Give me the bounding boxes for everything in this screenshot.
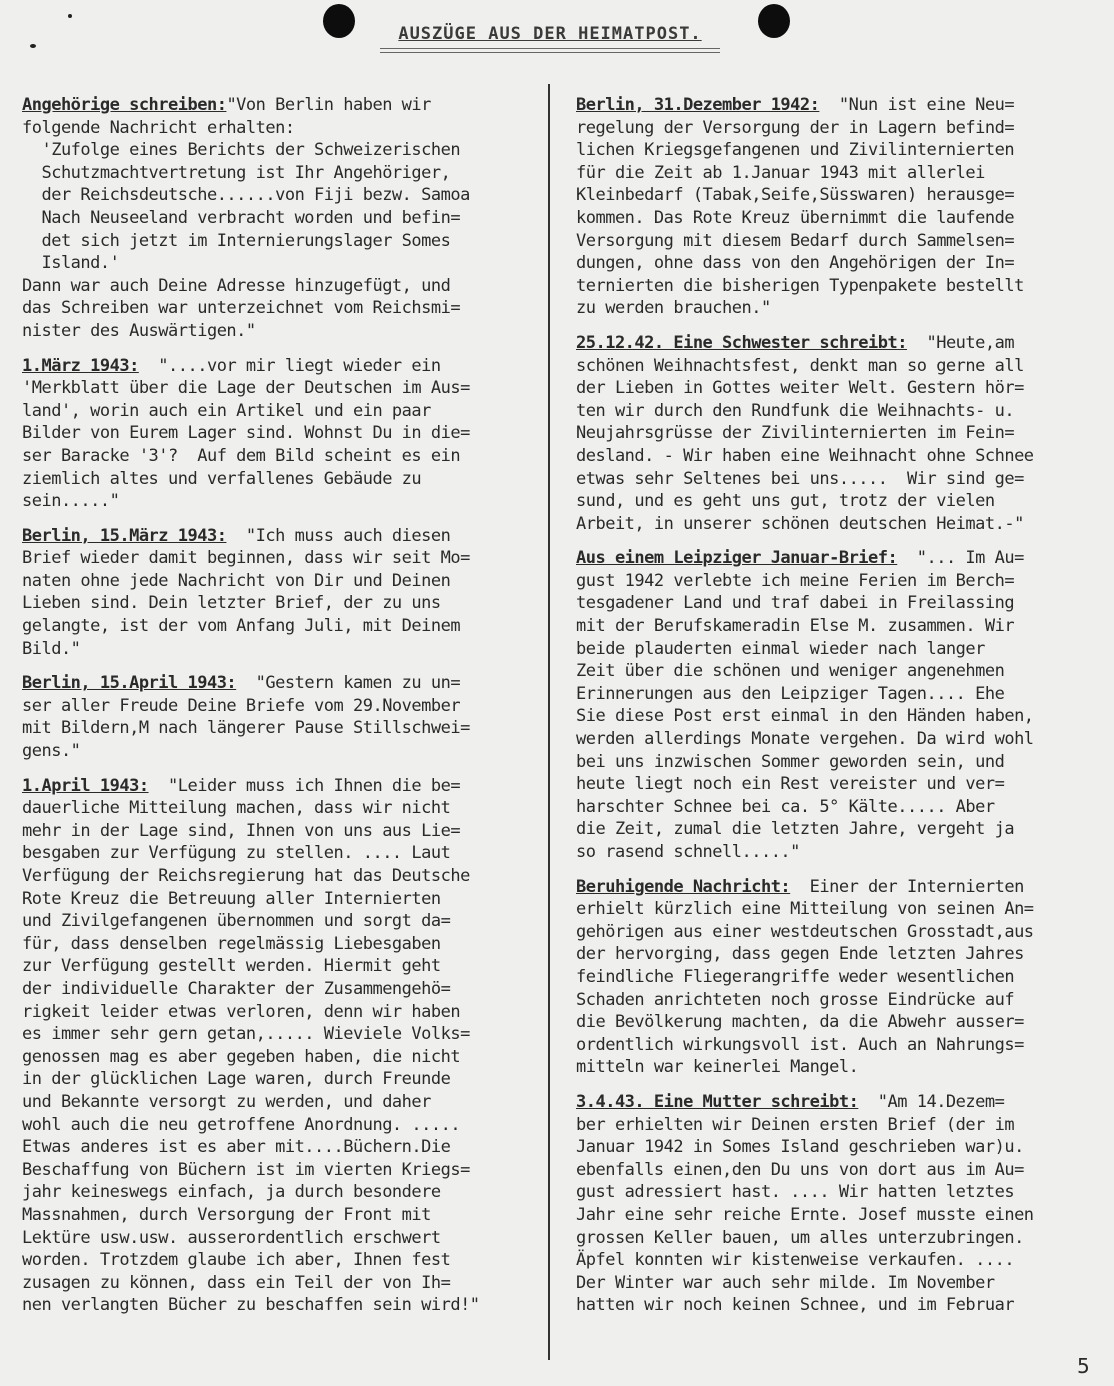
text-line: gens." (22, 741, 81, 762)
text-line: zu werden brauchen." (576, 298, 771, 319)
text-line: etwas sehr Seltenes bei uns..... Wir sind ge= (576, 468, 1024, 489)
text-line: für die Zeit ab 1.Januar 1943 mit allerlei (576, 162, 985, 183)
text-line: dauerliche Mitteilung machen, dass wir nicht (22, 798, 451, 819)
text-line: Äpfel konnten wir kistenweise verkaufen. .... (576, 1250, 1015, 1271)
text-line: Lieben sind. Dein letzter Brief, der zu uns (22, 593, 441, 614)
text-line: Beschaffung von Büchern ist im vierten Kriegs= (22, 1159, 470, 1180)
text-line: feindliche Fliegerangriffe weder wesentlichen (576, 966, 1015, 987)
letter-entry (576, 547, 1110, 863)
letter-entry (22, 775, 548, 1317)
text-line: ber erhielten wir Deinen ersten Brief (der im (576, 1114, 1015, 1135)
text-line: ternierten die bisherigen Typenpakete bestellt (576, 275, 1024, 296)
text-line: mehr in der Lage sind, Ihnen von uns aus Lie= (22, 820, 461, 841)
text-line: "Gestern kamen zu un= (236, 673, 461, 694)
text-line: Lektüre usw.usw. ausserordentlich erschwert (22, 1227, 441, 1248)
text-line: die Zeit, zumal die letzten Jahre, vergeht ja (576, 819, 1015, 840)
text-line: "Nun ist eine Neu= (819, 95, 1015, 115)
text-line: desland. - Wir haben eine Weihnacht ohne Schnee (576, 445, 1034, 466)
text-line: Einer der Internierten (790, 876, 1024, 897)
entry-heading: Beruhigende Nachricht: (576, 876, 791, 897)
text-line: für, dass denselben regelmässig Liebesgaben (22, 933, 441, 954)
text-line: nister des Auswärtigen." (22, 320, 256, 341)
text-line: "Heute,am (907, 332, 1015, 353)
text-line: der hervorging, dass gegen Ende letzten Jahres (576, 944, 1024, 965)
text-line: mit der Berufskameradin Else M. zusammen. Wir (576, 616, 1015, 637)
text-line: genossen mag es aber gegeben haben, die nicht (22, 1046, 461, 1067)
text-line: Bilder von Eurem Lager sind. Wohnst Du in die= (22, 423, 470, 444)
text-line: besgaben zur Verfügung zu stellen. .... Laut (22, 843, 451, 864)
text-line: jahr keineswegs einfach, ja durch besondere (22, 1182, 441, 1203)
text-line: ordentlich wirkungsvoll ist. Auch an Nahrungs= (576, 1034, 1024, 1055)
letter-entry (576, 1091, 1110, 1317)
text-line: werden allerdings Monate vergehen. Da wird wohl (576, 729, 1034, 750)
text-line: und Zivilgefangenen übernommen und sorgt da= (22, 911, 451, 932)
text-line: Sie diese Post erst einmal in den Händen haben, (576, 706, 1034, 727)
text-line: gust adressiert hast. .... Wir hatten letztes (576, 1182, 1015, 1203)
text-line: sund, und es geht uns gut, trotz der vielen (576, 491, 995, 512)
text-line: "Ich muss auch diesen (226, 525, 451, 546)
text-line: det sich jetzt im Internierungslager Somes (22, 230, 451, 251)
text-line: Verfügung der Reichsregierung hat das Deutsche (22, 866, 470, 886)
text-line: ten wir durch den Rundfunk die Weihnachts- u. (576, 400, 1015, 421)
text-line: ser aller Freude Deine Briefe vom 29.November (22, 695, 461, 716)
text-line: zur Verfügung gestellt werden. Hiermit geht (22, 956, 441, 977)
text-line: lichen Kriegsgefangenen und Zivilinternierten (576, 140, 1015, 161)
text-line: der individuelle Charakter der Zusammengehö= (22, 978, 451, 999)
text-line: gelangte, ist der vom Anfang Juli, mit Deinem (22, 616, 461, 637)
text-line: zusagen zu können, dass ein Teil der von Ih= (22, 1272, 451, 1293)
text-line: kommen. Das Rote Kreuz übernimmt die laufende (576, 207, 1015, 228)
ink-speck (68, 14, 72, 18)
entry-heading: Aus einem Leipziger Januar-Brief: (576, 548, 898, 569)
text-line: Massnahmen, durch Versorgung der Front mit (22, 1204, 431, 1225)
entry-heading: 1.April 1943: (22, 775, 149, 796)
page-number: 5 (1077, 1354, 1090, 1378)
text-line: 'Zufolge eines Berichts der Schweizerischen (22, 140, 461, 161)
text-line: die Bevölkerung machten, da die Abwehr ausser= (576, 1012, 1024, 1033)
entry-heading: Berlin, 31.Dezember 1942: (576, 95, 820, 115)
text-line: es immer sehr gern getan,..... Wieviele Volks= (22, 1024, 470, 1045)
text-line: beide plauderten einmal wieder nach langer (576, 638, 985, 659)
text-line: dungen, ohne dass von den Angehörigen der In= (576, 253, 1015, 274)
text-line: Etwas anderes ist es aber mit....Büchern.Die (22, 1137, 451, 1158)
text-line: "Am 14.Dezem= (858, 1091, 1005, 1112)
text-line: erhielt kürzlich eine Mitteilung von seinen An= (576, 899, 1034, 920)
title-double-rule (380, 48, 720, 53)
text-line: so rasend schnell....." (576, 842, 800, 862)
letter-entry (22, 672, 548, 762)
letter-entry (576, 94, 1110, 320)
text-line: ser Baracke '3'? Auf dem Bild scheint es ein (22, 445, 461, 466)
text-line: sein....." (22, 491, 120, 512)
text-line: "... Im Au= (897, 548, 1024, 569)
left-column (22, 94, 548, 1329)
text-line: folgende Nachricht erhalten: (22, 117, 295, 138)
text-line: Rote Kreuz die Betreuung aller Internierten (22, 888, 441, 909)
text-line: Arbeit, in unserer schönen deutschen Heimat.-" (576, 513, 1024, 534)
letter-entry (22, 94, 548, 343)
text-line: ebenfalls einen,den Du uns von dort aus im Au= (576, 1159, 1024, 1180)
entry-heading: Berlin, 15.März 1943: (22, 525, 227, 546)
entry-heading: Angehörige schreiben: (22, 95, 227, 115)
text-line: Bild." (22, 638, 81, 659)
text-line: schönen Weihnachtsfest, denkt man so gerne all (576, 355, 1024, 376)
text-line: land', worin auch ein Artikel und ein paar (22, 400, 431, 421)
text-line: grossen Keller bauen, um alles unterzubringen. (576, 1227, 1024, 1248)
text-line: Januar 1942 in Somes Island geschrieben war)u. (576, 1137, 1024, 1158)
text-line: Jahr eine sehr reiche Ernte. Josef musste einen (576, 1204, 1034, 1225)
letter-entry (576, 876, 1110, 1079)
text-line: das Schreiben war unterzeichnet vom Reichsmi= (22, 298, 461, 319)
document-title: AUSZÜGE AUS DER HEIMATPOST. (398, 24, 702, 44)
text-line: Brief wieder damit beginnen, dass wir seit Mo= (22, 548, 470, 569)
text-line: Versorgung mit diesem Bedarf durch Sammelsen= (576, 230, 1015, 251)
text-line: in der glücklichen Lage waren, durch Freunde (22, 1069, 451, 1090)
column-divider (548, 84, 550, 1360)
entry-heading: 1.März 1943: (22, 355, 139, 376)
text-line: "Leider muss ich Ihnen die be= (148, 775, 461, 796)
entry-heading: 3.4.43. Eine Mutter schreibt: (576, 1091, 859, 1112)
text-line: der Reichsdeutsche......von Fiji bezw. Samoa (22, 185, 470, 206)
text-line: und Bekannte versorgt zu werden, und daher (22, 1091, 431, 1112)
text-line: Dann war auch Deine Adresse hinzugefügt, und (22, 275, 451, 296)
text-line: heute liegt noch ein Rest vereister und ver= (576, 774, 1005, 795)
text-line: "Von Berlin haben wir (226, 95, 431, 115)
text-line: Zeit über die schönen und weniger angenehmen (576, 661, 1005, 682)
text-line: rigkeit leider etwas verloren, denn wir haben (22, 1001, 461, 1022)
text-line: naten ohne jede Nachricht von Dir und Deinen (22, 570, 451, 591)
text-line: Neujahrsgrüsse der Zivilinternierten im Fein= (576, 423, 1015, 444)
text-line: Kleinbedarf (Tabak,Seife,Süsswaren) herausge= (576, 185, 1015, 206)
text-line: regelung der Versorgung der in Lagern befind= (576, 117, 1015, 138)
text-line: "....vor mir liegt wieder ein (138, 355, 441, 376)
ink-speck (30, 44, 36, 48)
text-line: Der Winter war auch sehr milde. Im November (576, 1272, 995, 1293)
text-line: Erinnerungen aus den Leipziger Tagen.... Ehe (576, 683, 1005, 704)
text-line: Island.' (22, 253, 120, 274)
text-line: worden. Trotzdem glaube ich aber, Ihnen fest (22, 1250, 451, 1271)
text-line: tesgadener Land und traf dabei in Freilassing (576, 593, 1015, 614)
text-line: Schutzmachtvertretung ist Ihr Angehöriger, (22, 162, 451, 183)
text-line: harschter Schnee bei ca. 5° Kälte..... Aber (576, 796, 995, 817)
text-line: gehörigen aus einer westdeutschen Grosstadt,aus (576, 921, 1034, 942)
text-line: Nach Neuseeland verbracht worden und befin= (22, 207, 461, 228)
text-line: nen verlangten Bücher zu beschaffen sein wird!" (22, 1295, 480, 1316)
text-line: hatten wir noch keinen Schnee, und im Februar (576, 1295, 1015, 1316)
entry-heading: 25.12.42. Eine Schwester schreibt: (576, 332, 907, 353)
letter-entry (22, 525, 548, 661)
text-line: mit Bildern,M nach längerer Pause Stillschwei= (22, 718, 470, 739)
text-line: ziemlich altes und verfallenes Gebäude zu (22, 468, 422, 489)
text-line: bei uns inzwischen Sommer geworden sein, und (576, 751, 1005, 772)
letter-entry (576, 332, 1110, 535)
text-line: der Lieben in Gottes weiter Welt. Gestern hör= (576, 378, 1024, 399)
right-column (576, 94, 1110, 1329)
document-header (300, 24, 800, 53)
entry-heading: Berlin, 15.April 1943: (22, 673, 237, 694)
text-line: Schaden anrichteten noch grosse Eindrücke auf (576, 989, 1015, 1010)
text-line: wohl auch die neu getroffene Anordnung. ..... (22, 1114, 461, 1135)
text-line: mitteln war keinerlei Mangel. (576, 1057, 859, 1078)
letter-entry (22, 355, 548, 513)
text-line: 'Merkblatt über die Lage der Deutschen im Aus= (22, 378, 470, 399)
text-line: gust 1942 verlebte ich meine Ferien im Berch= (576, 570, 1015, 591)
